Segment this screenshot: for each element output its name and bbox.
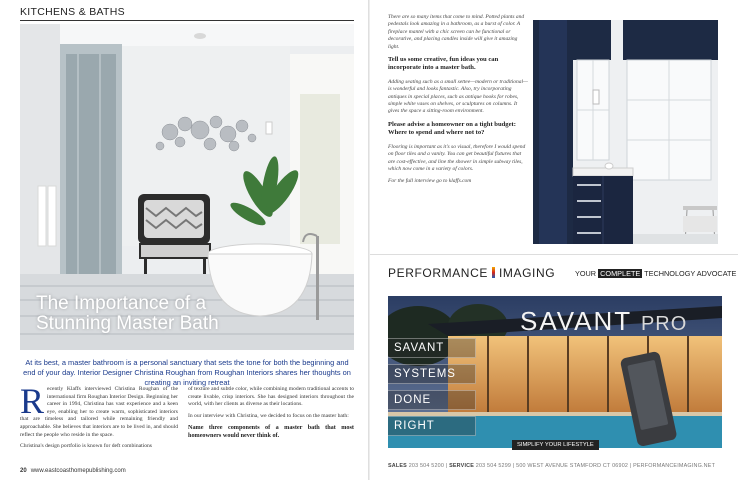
tagline-highlight: COMPLETE bbox=[600, 269, 641, 278]
hero-bathroom-photo bbox=[20, 24, 354, 350]
drop-cap: R bbox=[20, 381, 45, 421]
savant-pro-wordmark bbox=[520, 306, 687, 337]
body-paragraph: In our interview with Christina, we decided to focus on the master bath: bbox=[188, 412, 349, 419]
ad-website: PERFORMANCEIMAGING.NET bbox=[633, 463, 716, 469]
advertiser-logo bbox=[388, 266, 555, 280]
logo-word-imaging: IMAGING bbox=[498, 266, 556, 280]
vanity-photo bbox=[533, 20, 718, 244]
tagline-rest: TECHNOLOGY ADVOCATE bbox=[644, 269, 737, 278]
simplify-badge: SIMPLIFY YOUR LIFESTYLE bbox=[512, 440, 599, 450]
answer-paragraph: Adding seating such as a small settee—modern or traditional—is wonderful and looks fantastic. Also, try incorporating antiques in special places, such as antique hooks for robes, simple white vases on shelves, or sculptures on columns. It gives the space a sitting-room environment. bbox=[388, 78, 528, 115]
ad-contact-line: SALES 203 504 5200 | SERVICE 203 504 5299 | 500 WEST AVENUE STAMFORD CT 06902 | PERFORMANCEIMAGING.NET bbox=[388, 463, 716, 469]
ad-tagline bbox=[575, 269, 736, 278]
service-phone: 203 504 5299 bbox=[475, 463, 512, 469]
body-paragraph: Christina's design portfolio is known for deft combinations bbox=[20, 443, 152, 450]
interview-column bbox=[388, 14, 528, 191]
slogan-item: SAVANT bbox=[388, 338, 476, 358]
logo-bar-icon bbox=[492, 267, 495, 278]
logo-word-performance: PERFORMANCE bbox=[388, 266, 488, 280]
body-paragraph: of texture and subtle color, while combining modern traditional accents to create livable, crisp interiors. She has designed interiors throughout the world, with her clients as diverse as their locations. bbox=[188, 386, 354, 408]
ad-divider bbox=[370, 254, 738, 255]
ad-slogan-list bbox=[388, 338, 476, 442]
interview-link-note: For the full interview go to klaffs.com bbox=[388, 178, 472, 185]
tagline-your: YOUR bbox=[575, 269, 597, 278]
vanity-illustration bbox=[533, 20, 718, 244]
article-dek: At its best, a master bathroom is a personal sanctuary that sets the tone for both the beginning and end of your day. Interior Designer Christina Roughan from Roughan Interiors shares her thoughts on creating an inviting retreat bbox=[23, 358, 351, 387]
sales-label: SALES bbox=[388, 463, 407, 469]
sales-phone: 203 504 5200 bbox=[408, 463, 445, 469]
slogan-item: SYSTEMS bbox=[388, 364, 476, 384]
answer-paragraph: Flooring is important as it's so visual, therefore I would spend on floor tiles and a vanity. You can get beautiful fixtures that are cost-effective, and line the shower in simple subway tiles, which now come in a variety of colors. bbox=[388, 143, 526, 172]
page-gutter bbox=[368, 0, 370, 480]
brand-savant: SAVANT bbox=[520, 306, 632, 336]
section-heading: KITCHENS & BATHS bbox=[20, 6, 125, 18]
ad-address: 500 WEST AVENUE STAMFORD CT 06902 bbox=[516, 463, 629, 469]
body-paragraph: ecently Klaffs interviewed Christina Roughan of the international firm Roughan Interior Design. Beginning her career in 1994, Christina has vast experience and a keen eye, enabling her to create warm, sophisticated interiors that are timeless and tailored while remaining friendly and approachable. She believes that interiors are to be lived in, and should reflect the people who reside in the space. bbox=[20, 386, 178, 438]
article-title bbox=[36, 294, 336, 334]
interview-question: Name three components of a master bath that most homeowners would never think of. bbox=[188, 424, 354, 440]
answer-paragraph: There are so many items that come to mind. Potted plants and pedestals look amazing in a bathroom, as a burst of color. A fireplace mantel with a chic screen can be functional or decorative, and placing candles inside will give it amazing light. bbox=[388, 14, 525, 50]
slogan-item: RIGHT bbox=[388, 416, 476, 436]
slogan-item: DONE bbox=[388, 390, 476, 410]
page-number: 20 bbox=[20, 468, 27, 474]
article-title-line2: Stunning Master Bath bbox=[36, 313, 219, 334]
page-folio bbox=[20, 468, 126, 474]
publisher-url: www.eastcoasthomepublishing.com bbox=[30, 468, 126, 474]
section-rule bbox=[20, 20, 354, 21]
service-label: SERVICE bbox=[449, 463, 475, 469]
interview-question: Please advise a homeowner on a tight budget: Where to spend and where not to? bbox=[388, 120, 516, 137]
interview-question: Tell us some creative, fun ideas you can incorporate into a master bath. bbox=[388, 56, 499, 72]
body-column-2 bbox=[188, 386, 354, 444]
article-title-line1: The Importance of a bbox=[36, 293, 207, 314]
brand-pro: PRO bbox=[640, 313, 688, 335]
body-column-1 bbox=[20, 381, 178, 455]
